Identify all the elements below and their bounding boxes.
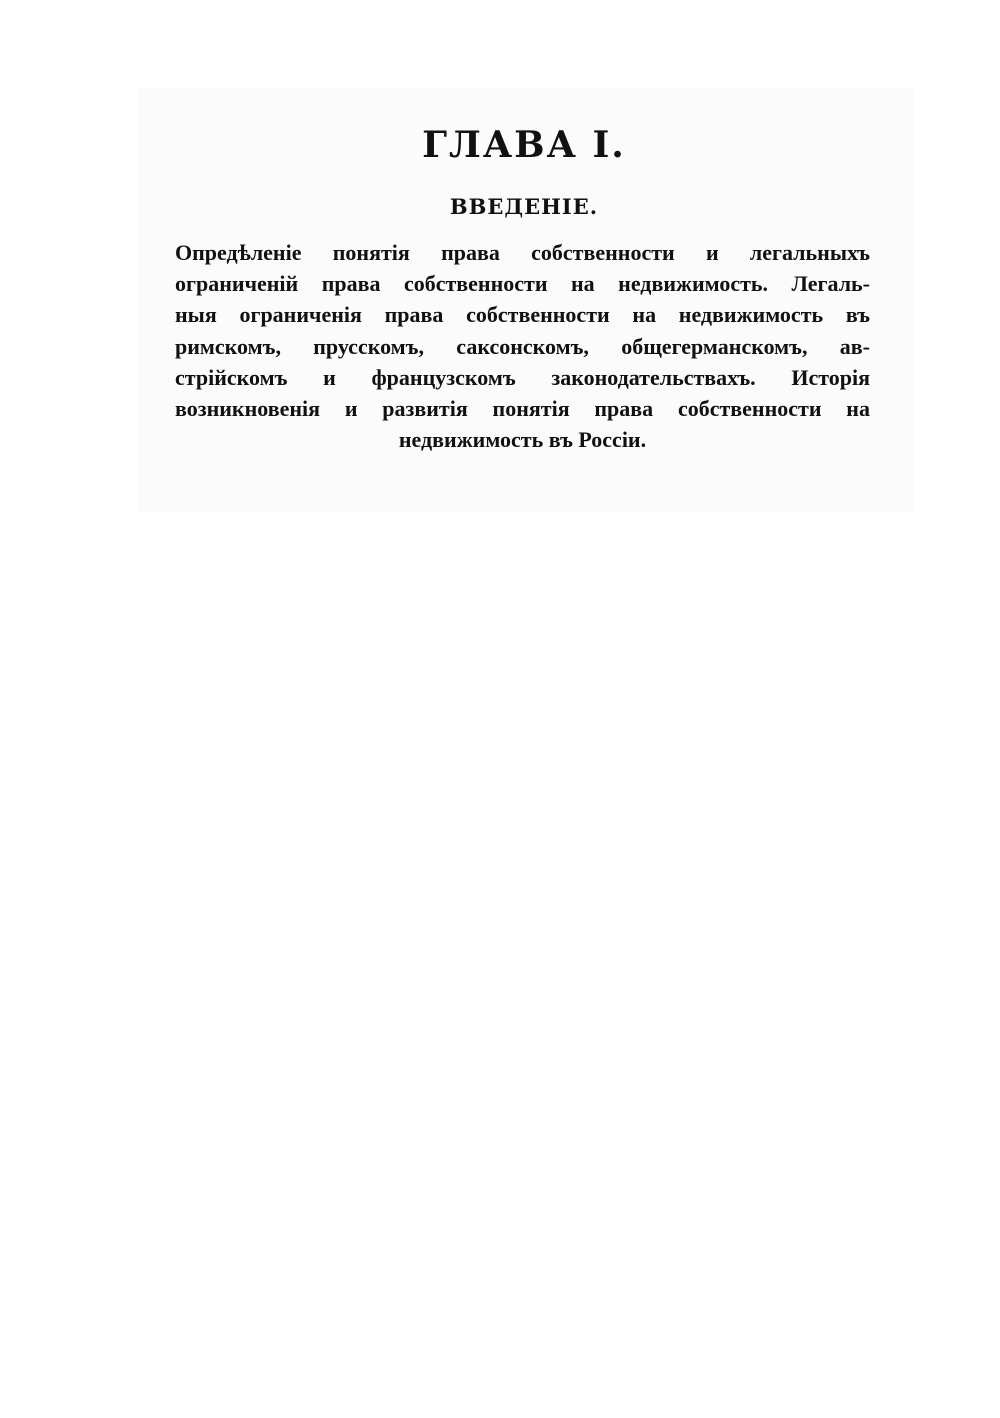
summary-line: возникновенія и развитія понятія права собственности на <box>175 395 870 421</box>
summary-line: недвижимость въ Россіи. <box>398 427 647 453</box>
section-title: ВВЕДЕНІЕ. <box>449 194 599 219</box>
summary-line: ограниченій права собственности на недвижимость. Легаль- <box>175 271 870 297</box>
chapter-summary <box>175 237 870 455</box>
chapter-title: ГЛАВА I. <box>422 124 626 166</box>
summary-line: ныя ограниченія права собственности на недвижимость въ <box>175 302 870 328</box>
summary-line: Опредѣленіе понятія права собственности и легальныхъ <box>175 240 870 265</box>
summary-line: стрійскомъ и французскомъ законодательствахъ. Исторія <box>175 364 870 390</box>
summary-line: римскомъ, прусскомъ, саксонскомъ, общегерманскомъ, ав- <box>175 333 870 359</box>
